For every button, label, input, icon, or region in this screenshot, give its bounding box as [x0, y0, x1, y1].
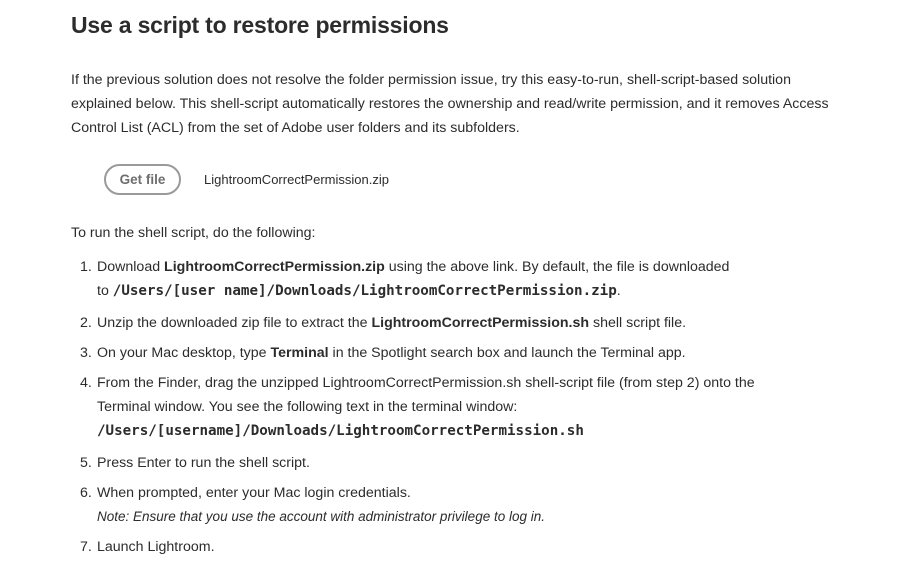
step-bold-text: LightroomCorrectPermission.sh — [371, 315, 590, 331]
list-item — [71, 255, 831, 303]
step-text: From the Finder, drag the unzipped LightroomCorrectPermission.sh shell-script file (from step 2) onto the — [97, 375, 755, 391]
list-item — [71, 535, 831, 559]
step-text: . — [616, 283, 621, 299]
list-item — [71, 341, 831, 365]
step-note: Note: Ensure that you use the account with administrator privilege to log in. — [97, 509, 545, 524]
terminal-path: /Users/[username]/Downloads/LightroomCorrectPermission.sh — [97, 423, 584, 439]
download-file-name: LightroomCorrectPermission.zip — [204, 172, 389, 187]
instructions-intro: To run the shell script, do the following: — [71, 225, 316, 241]
step-number: 1. — [80, 259, 92, 275]
step-text: in the Spotlight search box and launch the Terminal app. — [328, 345, 686, 361]
get-file-button[interactable]: Get file — [104, 164, 181, 195]
step-number: 5. — [80, 455, 92, 471]
list-item — [71, 371, 831, 443]
section-heading: Use a script to restore permissions — [71, 12, 449, 38]
step-text: Download — [97, 259, 165, 275]
step-number: 7. — [80, 539, 92, 555]
step-text: shell script file. — [589, 315, 687, 331]
list-item — [71, 311, 831, 335]
step-text: Unzip the downloaded zip file to extract the — [97, 315, 372, 331]
step-bold-text: Terminal — [270, 345, 329, 361]
step-text: Launch Lightroom. — [97, 539, 215, 555]
step-number: 2. — [80, 315, 92, 331]
step-number: 6. — [80, 485, 92, 501]
step-text: Terminal window. You see the following text in the terminal window: — [97, 399, 518, 415]
step-text: On your Mac desktop, type — [97, 345, 271, 361]
intro-paragraph: If the previous solution does not resolve the folder permission issue, try this easy-to-run, shell-script-based solution explained below. This shell-script automatically restores the ownership and read/write permission, and it removes Access Control List (ACL) from the set of Adobe user folders and its subfolders. — [71, 72, 829, 136]
step-text: Press Enter to run the shell script. — [97, 455, 310, 471]
step-text: using the above link. By default, the file is downloaded — [384, 259, 730, 275]
download-row — [104, 164, 389, 195]
step-text: When prompted, enter your Mac login credentials. — [97, 485, 411, 501]
list-item — [71, 481, 831, 529]
step-number: 3. — [80, 345, 92, 361]
step-number: 4. — [80, 375, 92, 391]
download-path: /Users/[user name]/Downloads/LightroomCorrectPermission.zip — [112, 283, 617, 299]
list-item — [71, 451, 831, 475]
step-text: to — [97, 283, 113, 299]
step-bold-text: LightroomCorrectPermission.zip — [164, 259, 385, 275]
